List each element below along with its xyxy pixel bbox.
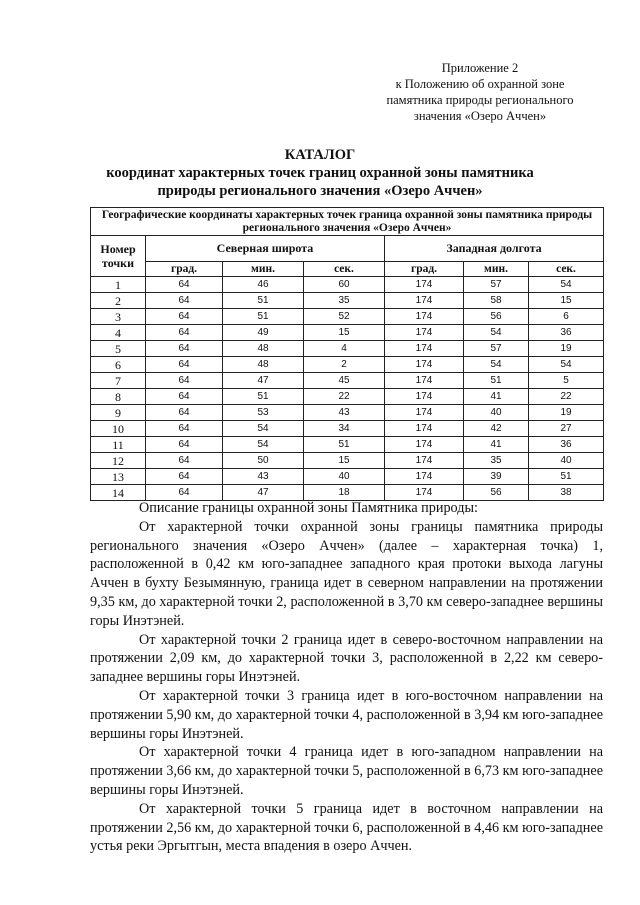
longitude-header: Западная долгота: [385, 236, 604, 262]
coordinate-cell: 22: [529, 389, 604, 405]
latitude-header: Северная широта: [146, 236, 385, 262]
coordinate-cell: 42: [464, 421, 529, 437]
description-heading: Описание границы охранной зоны Памятника природы:: [139, 500, 478, 516]
table-row: [91, 389, 604, 405]
coordinate-cell: 36: [529, 437, 604, 453]
title-line-1: КАТАЛОГ: [284, 147, 356, 163]
coordinate-cell: 43: [304, 405, 385, 421]
table-row: [91, 293, 604, 309]
coordinate-cell: 54: [529, 277, 604, 293]
coordinate-cell: 54: [529, 357, 604, 373]
coordinate-cell: 174: [385, 293, 464, 309]
coordinate-cell: 41: [464, 389, 529, 405]
table-row: [91, 309, 604, 325]
coordinate-cell: 57: [464, 341, 529, 357]
point-number-cell: 12: [91, 453, 146, 469]
coordinate-cell: 51: [464, 373, 529, 389]
description-paragraph: От характерной точки 2 граница идет в северо-восточном направлении на протяжении 2,09 км, до характерной точки 3, расположенной в 2,22 км северо-западнее вершины горы Инэтэней.: [90, 631, 603, 686]
lat-deg-header: град.: [146, 262, 223, 277]
coordinate-cell: 64: [146, 373, 223, 389]
coordinate-cell: 4: [304, 341, 385, 357]
point-number-cell: 11: [91, 437, 146, 453]
coordinate-cell: 60: [304, 277, 385, 293]
table-row: [91, 325, 604, 341]
appendix-line-1: Приложение 2: [441, 61, 519, 75]
point-number-cell: 4: [91, 325, 146, 341]
coordinate-cell: 174: [385, 277, 464, 293]
coordinate-cell: 49: [223, 325, 304, 341]
point-number-cell: 1: [91, 277, 146, 293]
coordinate-cell: 40: [464, 405, 529, 421]
coordinate-cell: 174: [385, 309, 464, 325]
coordinate-cell: 64: [146, 485, 223, 501]
appendix-note: [360, 60, 600, 124]
coordinate-cell: 54: [223, 421, 304, 437]
point-number-cell: 7: [91, 373, 146, 389]
table-row: [91, 437, 604, 453]
table-row: [91, 453, 604, 469]
point-number-cell: 8: [91, 389, 146, 405]
coordinate-cell: 48: [223, 357, 304, 373]
coordinate-cell: 43: [223, 469, 304, 485]
appendix-line-4: значения «Озеро Аччен»: [413, 109, 547, 123]
point-number-cell: 13: [91, 469, 146, 485]
point-number-cell: 9: [91, 405, 146, 421]
coordinate-cell: 64: [146, 421, 223, 437]
coordinate-cell: 35: [304, 293, 385, 309]
boundary-description: [90, 499, 603, 856]
coordinate-cell: 64: [146, 357, 223, 373]
appendix-line-3: памятника природы регионального: [386, 93, 574, 107]
coordinate-cell: 54: [223, 437, 304, 453]
point-number-cell: 3: [91, 309, 146, 325]
coordinate-cell: 47: [223, 485, 304, 501]
coordinate-cell: 22: [304, 389, 385, 405]
coordinate-cell: 64: [146, 405, 223, 421]
table-caption: Географические координаты характерных точек граница охранной зоны памятника природы регионального значения «Озеро Аччен»: [91, 208, 604, 236]
lon-sec-header: сек.: [529, 262, 604, 277]
coordinates-table: [90, 207, 604, 501]
coordinate-cell: 51: [223, 309, 304, 325]
coordinate-cell: 51: [304, 437, 385, 453]
document-title: [90, 146, 550, 200]
coordinate-cell: 64: [146, 469, 223, 485]
coordinate-cell: 64: [146, 389, 223, 405]
coordinate-cell: 174: [385, 405, 464, 421]
coordinate-cell: 174: [385, 421, 464, 437]
coordinate-cell: 51: [223, 293, 304, 309]
coordinate-cell: 51: [529, 469, 604, 485]
table-row: [91, 469, 604, 485]
coordinate-cell: 64: [146, 309, 223, 325]
table-body: [91, 277, 604, 501]
title-line-2: координат характерных точек границ охранной зоны памятника: [106, 165, 534, 181]
coordinate-cell: 19: [529, 341, 604, 357]
coordinate-cell: 50: [223, 453, 304, 469]
coordinate-cell: 56: [464, 485, 529, 501]
coordinate-cell: 36: [529, 325, 604, 341]
coordinate-cell: 174: [385, 469, 464, 485]
coordinate-cell: 47: [223, 373, 304, 389]
description-paragraph: От характерной точки охранной зоны границы памятника природы регионального значения «Озеро Аччен» (далее – характерная точка) 1, расположенной в 0,42 км юго-западнее западного края протоки выхода лагуны Аччен в бухту Безымянную, граница идет в северном направлении на протяжении 9,35 км, до характерной точки 2, расположенной в 3,70 км северо-западнее вершины горы Инэтэней.: [90, 518, 603, 629]
point-number-cell: 14: [91, 485, 146, 501]
coordinate-cell: 174: [385, 373, 464, 389]
point-number-cell: 2: [91, 293, 146, 309]
point-number-cell: 6: [91, 357, 146, 373]
coordinate-cell: 174: [385, 389, 464, 405]
coordinate-cell: 56: [464, 309, 529, 325]
coordinate-cell: 54: [464, 357, 529, 373]
coordinate-cell: 39: [464, 469, 529, 485]
table-row: [91, 421, 604, 437]
coordinate-cell: 64: [146, 437, 223, 453]
coordinate-cell: 6: [529, 309, 604, 325]
coordinate-cell: 45: [304, 373, 385, 389]
description-paragraph: От характерной точки 4 граница идет в юго-западном направлении на протяжении 3,66 км, до характерной точки 5, расположенной в 6,73 км юго-западнее вершины горы Инэтэней.: [90, 744, 603, 798]
coordinate-cell: 54: [464, 325, 529, 341]
coordinate-cell: 15: [304, 453, 385, 469]
lon-deg-header: град.: [385, 262, 464, 277]
coordinate-cell: 40: [304, 469, 385, 485]
coordinate-cell: 27: [529, 421, 604, 437]
coordinate-cell: 52: [304, 309, 385, 325]
table-row: [91, 357, 604, 373]
coordinate-cell: 174: [385, 341, 464, 357]
coordinate-cell: 40: [529, 453, 604, 469]
coordinate-cell: 174: [385, 325, 464, 341]
lat-min-header: мин.: [223, 262, 304, 277]
coordinate-cell: 58: [464, 293, 529, 309]
coordinate-cell: 64: [146, 341, 223, 357]
table-row: [91, 277, 604, 293]
coordinate-cell: 38: [529, 485, 604, 501]
coordinate-cell: 19: [529, 405, 604, 421]
coordinate-cell: 53: [223, 405, 304, 421]
coordinate-cell: 34: [304, 421, 385, 437]
coordinate-cell: 174: [385, 437, 464, 453]
table-row: [91, 373, 604, 389]
description-paragraph: От характерной точки 3 граница идет в юго-восточном направлении на протяжении 5,90 км, до характерной точки 4, расположенной в 3,94 км юго-западнее вершины горы Инэтэней.: [90, 687, 603, 742]
point-number-header: Номер точки: [91, 236, 146, 277]
coordinate-cell: 2: [304, 357, 385, 373]
coordinate-cell: 35: [464, 453, 529, 469]
coordinate-cell: 174: [385, 453, 464, 469]
coordinate-cell: 46: [223, 277, 304, 293]
point-number-cell: 10: [91, 421, 146, 437]
coordinate-cell: 174: [385, 485, 464, 501]
coordinate-cell: 64: [146, 325, 223, 341]
coordinate-cell: 51: [223, 389, 304, 405]
coordinate-cell: 174: [385, 357, 464, 373]
coordinate-cell: 15: [529, 293, 604, 309]
table-row: [91, 341, 604, 357]
description-paragraph: От характерной точки 5 граница идет в восточном направлении на протяжении 2,56 км, до характерной точки 6, расположенной в 4,46 км юго-западнее устья реки Эргытгын, места впадения в озеро Аччен.: [90, 800, 603, 855]
coordinate-cell: 18: [304, 485, 385, 501]
coordinate-cell: 64: [146, 293, 223, 309]
point-number-cell: 5: [91, 341, 146, 357]
coordinate-cell: 64: [146, 277, 223, 293]
lat-sec-header: сек.: [304, 262, 385, 277]
table-row: [91, 405, 604, 421]
coordinate-cell: 48: [223, 341, 304, 357]
coordinate-cell: 57: [464, 277, 529, 293]
lon-min-header: мин.: [464, 262, 529, 277]
coordinate-cell: 5: [529, 373, 604, 389]
coordinate-cell: 15: [304, 325, 385, 341]
coordinate-cell: 64: [146, 453, 223, 469]
appendix-line-2: к Положению об охранной зоне: [395, 77, 565, 91]
coordinate-cell: 41: [464, 437, 529, 453]
title-line-3: природы регионального значения «Озеро Аччен»: [157, 183, 483, 199]
